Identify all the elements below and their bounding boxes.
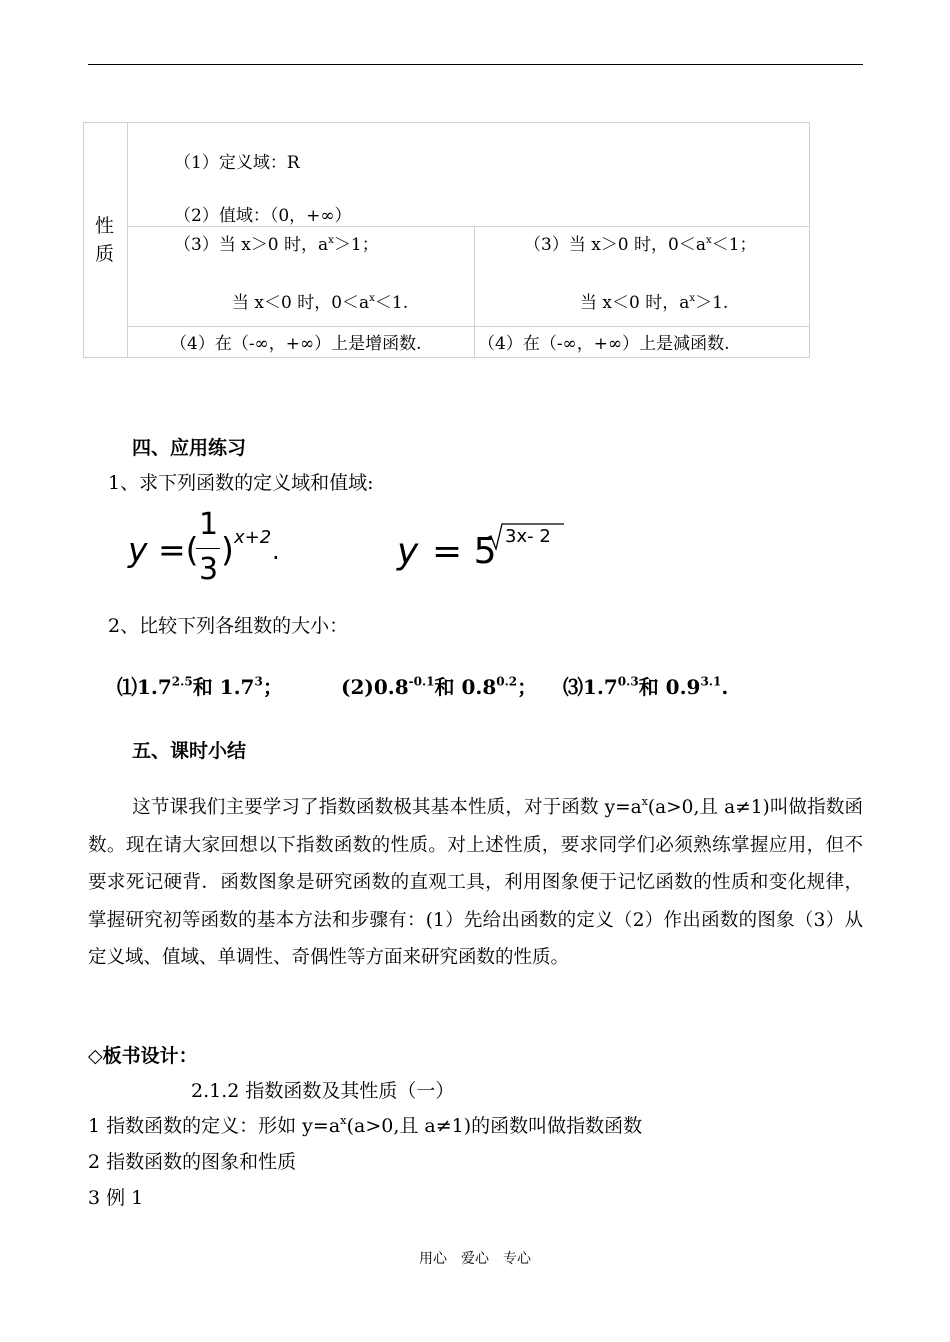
property-range: （2）值域：（0，+∞）	[174, 206, 352, 226]
table-border	[127, 122, 128, 358]
summary-paragraph: 这节课我们主要学习了指数函数极其基本性质，对于函数 $y=a^x(a>0$,且 a≠1)叫做指数函数。现在请大家回想以下指数函数的性质。对上述性质，要求同学们必须熟练掌握应用，但不要求死记硬背．函数图象是研究函数的直观工具，利用图象便于记忆函数的性质和变化规律，掌握研究初等函数的基本方法和步骤有：(1）先给出函数的定义（2）作出函数的图象（3）从定义域、值域、单调性、奇偶性等方面来研究函数的性质。	[88, 795, 863, 968]
property-domain: （1）定义域：R	[174, 153, 300, 173]
question-1: 1、求下列函数的定义域和值域:	[108, 472, 374, 494]
row-header-char: 质	[95, 243, 115, 265]
board-line-2: 2 指数函数的图象和性质	[88, 1151, 297, 1173]
formula-1-close: )	[221, 530, 234, 569]
section-heading: 四、应用练习	[132, 437, 247, 459]
property-3-right-line1: （3）当 x＞0 时，$0<a^x<1$；	[524, 234, 757, 255]
table-border	[809, 122, 810, 358]
formula-1-exponent: x+2	[234, 527, 272, 548]
formula-2-eq: = 5	[432, 531, 497, 572]
board-line-1: 1 指数函数的定义：形如 $y=a^x(a>0$,且 a≠1)的函数叫做指数函数	[88, 1113, 643, 1137]
compare-item-1: $⑴1.7^{2.5}$和 $1.7^3$；	[117, 674, 283, 699]
table-border	[474, 226, 475, 358]
formula-2-radicand: 3x- 2	[505, 526, 551, 547]
header-rule	[88, 64, 863, 65]
property-4-right: （4）在（-∞，+∞）上是减函数.	[478, 334, 730, 354]
table-border	[127, 226, 810, 227]
property-4-left: （4）在（-∞，+∞）上是增函数.	[170, 334, 422, 354]
table-border	[127, 326, 810, 327]
formula-2-y: y	[397, 531, 419, 572]
question-2: 2、比较下列各组数的大小：	[108, 615, 349, 637]
property-3-left-line1: （3）当 x＞0 时，$a^x>1$；	[174, 234, 379, 255]
board-line-3: 3 例 1	[88, 1187, 144, 1209]
board-title: 2.1.2 指数函数及其性质（一）	[191, 1080, 455, 1102]
property-3-left-line2: 当 x＜0 时，$0<a^x<1$.	[232, 292, 409, 313]
table-border	[83, 122, 84, 358]
compare-item-2: $(2)0.8^{-0.1}$和 $0.8^{0.2}$；	[341, 674, 538, 699]
page-footer: 用心 爱心 专心	[419, 1251, 531, 1267]
formula-1-y: y	[128, 530, 148, 569]
section-heading: 五、课时小结	[132, 740, 247, 762]
formula-1-period: .	[272, 537, 280, 565]
table-border	[83, 122, 810, 123]
fraction-bar	[196, 548, 220, 549]
table-border	[83, 357, 810, 358]
row-header-char: 性	[95, 215, 115, 237]
formula-1-numerator: 1	[199, 507, 219, 542]
formula-1-eq: =(	[158, 530, 199, 569]
board-heading: ◇板书设计：	[88, 1045, 198, 1067]
property-3-right-line2: 当 x＜0 时，$a^x>1$.	[580, 292, 729, 313]
compare-item-3: $⑶1.7^{0.3}$和 $0.9^{3.1}$.	[563, 674, 729, 699]
formula-1-denominator: 3	[199, 552, 219, 587]
